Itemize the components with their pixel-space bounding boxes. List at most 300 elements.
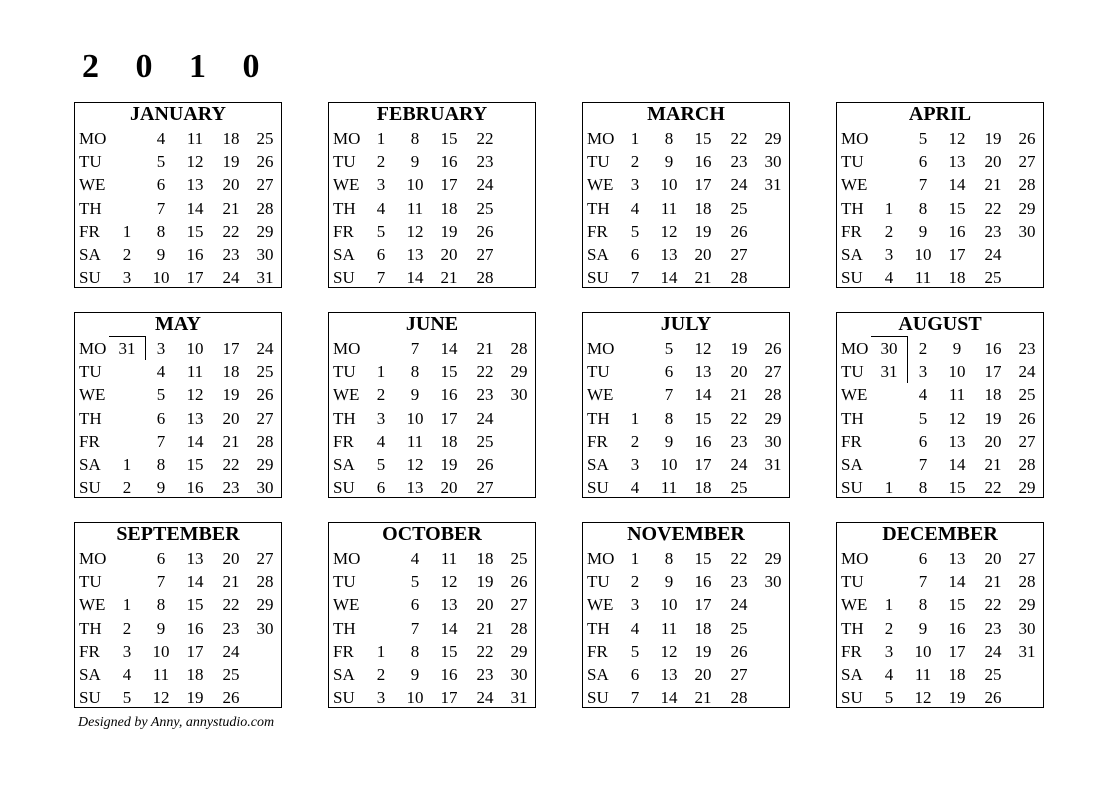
date-cell: 5 [122,688,132,708]
date-cell: 29 [510,362,528,382]
weekday-row [837,476,1043,499]
date-cell: 8 [410,129,420,148]
weekday-row [75,407,281,430]
date-cell: 20 [222,175,240,195]
date-cell: 26 [764,339,782,358]
date-cell: 20 [476,595,494,615]
weekday-row [329,686,535,709]
weekday-row [583,243,789,266]
weekday-label: SU [587,688,609,708]
date-cell: 8 [156,455,166,474]
weekday-label: TU [587,362,610,382]
date-cell: 24 [984,641,1002,661]
date-cell: 3 [884,641,894,661]
date-cell: 21 [476,339,494,358]
date-cell: 6 [664,362,674,382]
weekday-label: TH [587,198,610,218]
weekday-row [837,617,1043,640]
date-cell: 2 [122,478,132,498]
weekday-label: FR [79,641,100,661]
date-cell: 22 [984,595,1002,615]
weekday-label: SU [841,688,863,708]
weekday-row [837,220,1043,243]
date-cell: 13 [186,549,204,568]
date-cell: 27 [1018,152,1036,172]
weekday-label: TH [587,408,610,428]
date-cell: 18 [694,478,712,498]
date-cell: 27 [764,362,782,382]
date-cell: 21 [222,431,240,451]
date-cell: 21 [222,198,240,218]
weekday-row [583,663,789,686]
date-cell: 5 [376,221,386,241]
date-cell: 26 [730,641,748,661]
weekday-label: SU [841,268,863,288]
weekday-row [583,266,789,289]
date-cell: 22 [222,455,240,474]
weekday-label: TU [79,152,102,172]
weekday-row [329,407,535,430]
date-cell: 18 [222,362,240,382]
weekday-label: TH [333,408,356,428]
weekday-row [329,150,535,173]
date-cell: 29 [1018,478,1036,498]
date-cell: 9 [918,618,928,638]
weekday-label: TU [333,572,356,592]
date-cell: 11 [186,129,204,148]
weekday-row [583,383,789,406]
date-cell: 11 [186,362,204,382]
weekday-row [583,593,789,616]
date-cell: 23 [476,152,494,172]
date-cell: 28 [1018,455,1036,474]
date-cell: 15 [186,595,204,615]
weekday-label: WE [333,595,360,615]
date-cell: 5 [918,129,928,148]
month-may [74,312,282,498]
weekday-label: SU [333,268,355,288]
weekday-row [329,197,535,220]
date-cell: 17 [186,641,204,661]
weekday-label: SU [79,688,101,708]
date-cell: 29 [256,221,274,241]
date-cell: 5 [630,221,640,241]
date-cell: 13 [948,549,966,568]
date-cell: 6 [376,245,386,264]
date-cell: 3 [918,362,928,382]
date-cell: 25 [984,268,1002,288]
date-cell: 28 [256,572,274,592]
date-cell: 27 [256,549,274,568]
weekday-label: SA [841,665,863,684]
date-cell: 23 [984,618,1002,638]
weekday-row [583,617,789,640]
weekday-row [583,127,789,150]
date-cell: 26 [256,385,274,405]
date-cell: 9 [918,221,928,241]
date-cell: 28 [256,198,274,218]
date-cell: 22 [476,641,494,661]
date-cell: 19 [440,221,458,241]
date-cell: 31 [256,268,274,288]
date-cell: 18 [694,618,712,638]
date-cell: 21 [440,268,458,288]
weekday-row [75,243,281,266]
date-cell: 31 [1018,641,1036,661]
weekday-label: TH [841,198,864,218]
weekday-row [75,383,281,406]
weekday-row [329,360,535,383]
date-cell: 31 [510,688,528,708]
date-cell: 19 [694,221,712,241]
date-cell: 26 [256,152,274,172]
weekday-label: FR [333,641,354,661]
weekday-label: TU [841,152,864,172]
weekday-label: MO [79,339,107,358]
weekday-row [75,640,281,663]
date-cell: 6 [410,595,420,615]
date-cell: 4 [122,665,132,684]
date-cell: 25 [222,665,240,684]
date-cell: 14 [948,175,966,195]
weekday-row [583,430,789,453]
date-cell: 26 [476,221,494,241]
date-cell: 22 [476,362,494,382]
weekday-label: TU [79,362,102,382]
date-cell: 16 [948,221,966,241]
weekday-label: WE [79,385,106,405]
weekday-label: SA [841,245,863,264]
weekday-label: TU [841,572,864,592]
weekday-label: SA [587,665,609,684]
month-september [74,522,282,708]
weekday-row [837,266,1043,289]
date-cell: 11 [660,478,678,498]
wrap-divider [871,336,907,337]
date-cell: 31 [118,339,136,358]
weekday-label: SA [333,455,355,474]
date-cell: 23 [730,431,748,451]
month-title: NOVEMBER [627,523,745,545]
date-cell: 19 [984,408,1002,428]
date-cell: 17 [440,175,458,195]
date-cell: 8 [664,408,674,428]
weekday-row [75,220,281,243]
date-cell: 12 [152,688,170,708]
weekday-label: FR [333,431,354,451]
month-title: MAY [155,313,201,335]
date-cell: 29 [256,455,274,474]
date-cell: 17 [440,688,458,708]
weekday-label: SA [79,245,101,264]
date-cell: 12 [948,408,966,428]
date-cell: 30 [764,152,782,172]
date-cell: 25 [256,129,274,148]
weekday-row [583,407,789,430]
date-cell: 18 [948,268,966,288]
date-cell: 2 [376,665,386,684]
weekday-label: SA [587,245,609,264]
weekday-row [583,453,789,476]
date-cell: 25 [730,198,748,218]
date-cell: 15 [186,221,204,241]
date-cell: 9 [156,478,166,498]
date-cell: 14 [440,339,458,358]
date-cell: 10 [406,688,424,708]
date-cell: 24 [730,175,748,195]
date-cell: 14 [660,268,678,288]
date-cell: 24 [730,455,748,474]
date-cell: 5 [630,641,640,661]
month-april [836,102,1044,288]
date-cell: 17 [440,408,458,428]
weekday-row [837,360,1043,383]
date-cell: 20 [984,549,1002,568]
date-cell: 27 [510,595,528,615]
date-cell: 25 [730,618,748,638]
date-cell: 30 [1018,221,1036,241]
weekday-label: SU [79,478,101,498]
month-october [328,522,536,708]
weekday-label: SA [333,245,355,264]
date-cell: 28 [476,268,494,288]
date-cell: 20 [694,665,712,684]
date-cell: 2 [376,385,386,405]
date-cell: 7 [156,572,166,592]
weekday-label: FR [79,221,100,241]
date-cell: 7 [410,339,420,358]
date-cell: 7 [630,268,640,288]
date-cell: 21 [476,618,494,638]
weekday-row [75,360,281,383]
date-cell: 16 [694,152,712,172]
date-cell: 8 [918,478,928,498]
date-cell: 13 [948,431,966,451]
weekday-row [75,663,281,686]
date-cell: 15 [948,198,966,218]
date-cell: 2 [376,152,386,172]
date-cell: 19 [948,688,966,708]
date-cell: 3 [376,688,386,708]
date-cell: 6 [156,408,166,428]
date-cell: 12 [406,221,424,241]
weekday-label: FR [841,221,862,241]
weekday-label: TH [841,408,864,428]
weekday-row [329,220,535,243]
weekday-row [329,127,535,150]
date-cell: 6 [630,245,640,264]
date-cell: 16 [440,385,458,405]
date-cell: 18 [948,665,966,684]
weekday-label: TU [333,152,356,172]
weekday-label: SA [841,455,863,474]
weekday-label: FR [587,431,608,451]
date-cell: 5 [156,152,166,172]
month-title: AUGUST [898,313,982,335]
weekday-label: FR [79,431,100,451]
date-cell: 13 [440,595,458,615]
date-cell: 13 [694,362,712,382]
date-cell: 3 [156,339,166,358]
weekday-row [837,593,1043,616]
date-cell: 11 [914,665,932,684]
month-december [836,522,1044,708]
date-cell: 21 [984,455,1002,474]
weekday-row [75,547,281,570]
weekday-row [75,476,281,499]
date-cell: 17 [984,362,1002,382]
date-cell: 13 [948,152,966,172]
weekday-row [75,337,281,360]
wrap-divider [907,336,908,383]
date-cell: 26 [730,221,748,241]
date-cell: 16 [440,665,458,684]
date-cell: 1 [122,455,132,474]
date-cell: 6 [156,549,166,568]
date-cell: 20 [222,408,240,428]
date-cell: 2 [884,618,894,638]
weekday-label: TU [587,152,610,172]
date-cell: 20 [730,362,748,382]
date-cell: 1 [630,408,640,428]
weekday-label: SU [587,478,609,498]
date-cell: 12 [694,339,712,358]
date-cell: 12 [914,688,932,708]
date-cell: 23 [222,478,240,498]
date-cell: 16 [694,431,712,451]
date-cell: 19 [984,129,1002,148]
weekday-row [583,150,789,173]
date-cell: 2 [630,431,640,451]
date-cell: 3 [630,175,640,195]
date-cell: 16 [440,152,458,172]
date-cell: 15 [694,129,712,148]
weekday-row [583,337,789,360]
date-cell: 3 [122,641,132,661]
date-cell: 8 [664,129,674,148]
date-cell: 27 [476,478,494,498]
date-cell: 21 [984,572,1002,592]
date-cell: 15 [694,549,712,568]
weekday-label: MO [333,129,361,148]
date-cell: 15 [440,362,458,382]
date-cell: 22 [730,549,748,568]
date-cell: 11 [948,385,966,405]
weekday-row [75,593,281,616]
date-cell: 30 [256,618,274,638]
date-cell: 19 [694,641,712,661]
date-cell: 7 [664,385,674,405]
weekday-row [837,570,1043,593]
date-cell: 17 [694,175,712,195]
date-cell: 16 [186,245,204,264]
weekday-row [75,197,281,220]
date-cell: 4 [410,549,420,568]
date-cell: 24 [476,175,494,195]
date-cell: 27 [1018,549,1036,568]
date-cell: 4 [918,385,928,405]
weekday-row [75,570,281,593]
weekday-label: TU [333,362,356,382]
date-cell: 3 [884,245,894,264]
date-cell: 4 [156,362,166,382]
weekday-label: MO [841,339,869,358]
month-february [328,102,536,288]
date-cell: 23 [222,245,240,264]
date-cell: 27 [730,665,748,684]
date-cell: 19 [440,455,458,474]
weekday-label: MO [333,549,361,568]
month-title: FEBRUARY [376,103,488,125]
date-cell: 28 [256,431,274,451]
date-cell: 17 [694,595,712,615]
date-cell: 1 [122,221,132,241]
date-cell: 12 [948,129,966,148]
date-cell: 11 [406,431,424,451]
weekday-label: SU [841,478,863,498]
date-cell: 30 [256,478,274,498]
date-cell: 30 [510,665,528,684]
date-cell: 5 [664,339,674,358]
date-cell: 2 [918,339,928,358]
date-cell: 27 [476,245,494,264]
weekday-label: MO [841,549,869,568]
date-cell: 10 [406,408,424,428]
weekday-label: TH [333,198,356,218]
weekday-row [329,617,535,640]
month-title: OCTOBER [382,523,482,545]
date-cell: 17 [222,339,240,358]
date-cell: 23 [730,152,748,172]
weekday-label: TH [587,618,610,638]
weekday-label: WE [841,175,868,195]
date-cell: 1 [630,549,640,568]
date-cell: 28 [510,618,528,638]
date-cell: 21 [984,175,1002,195]
date-cell: 4 [884,268,894,288]
date-cell: 9 [952,339,962,358]
weekday-label: MO [79,129,107,148]
date-cell: 7 [376,268,386,288]
date-cell: 28 [730,268,748,288]
date-cell: 17 [948,245,966,264]
date-cell: 7 [156,198,166,218]
date-cell: 10 [660,175,678,195]
date-cell: 31 [880,362,898,382]
date-cell: 23 [984,221,1002,241]
date-cell: 3 [630,595,640,615]
date-cell: 26 [476,455,494,474]
weekday-label: MO [587,129,615,148]
date-cell: 6 [918,431,928,451]
date-cell: 10 [660,455,678,474]
month-title: JULY [660,313,712,335]
date-cell: 27 [256,175,274,195]
weekday-row [837,453,1043,476]
date-cell: 18 [440,198,458,218]
date-cell: 13 [406,478,424,498]
weekday-label: TU [841,362,864,382]
date-cell: 22 [222,221,240,241]
weekday-row [583,173,789,196]
date-cell: 31 [764,175,782,195]
weekday-label: WE [587,595,614,615]
date-cell: 8 [410,641,420,661]
month-title: JUNE [405,313,459,335]
weekday-row [329,593,535,616]
date-cell: 12 [660,221,678,241]
date-cell: 19 [730,339,748,358]
